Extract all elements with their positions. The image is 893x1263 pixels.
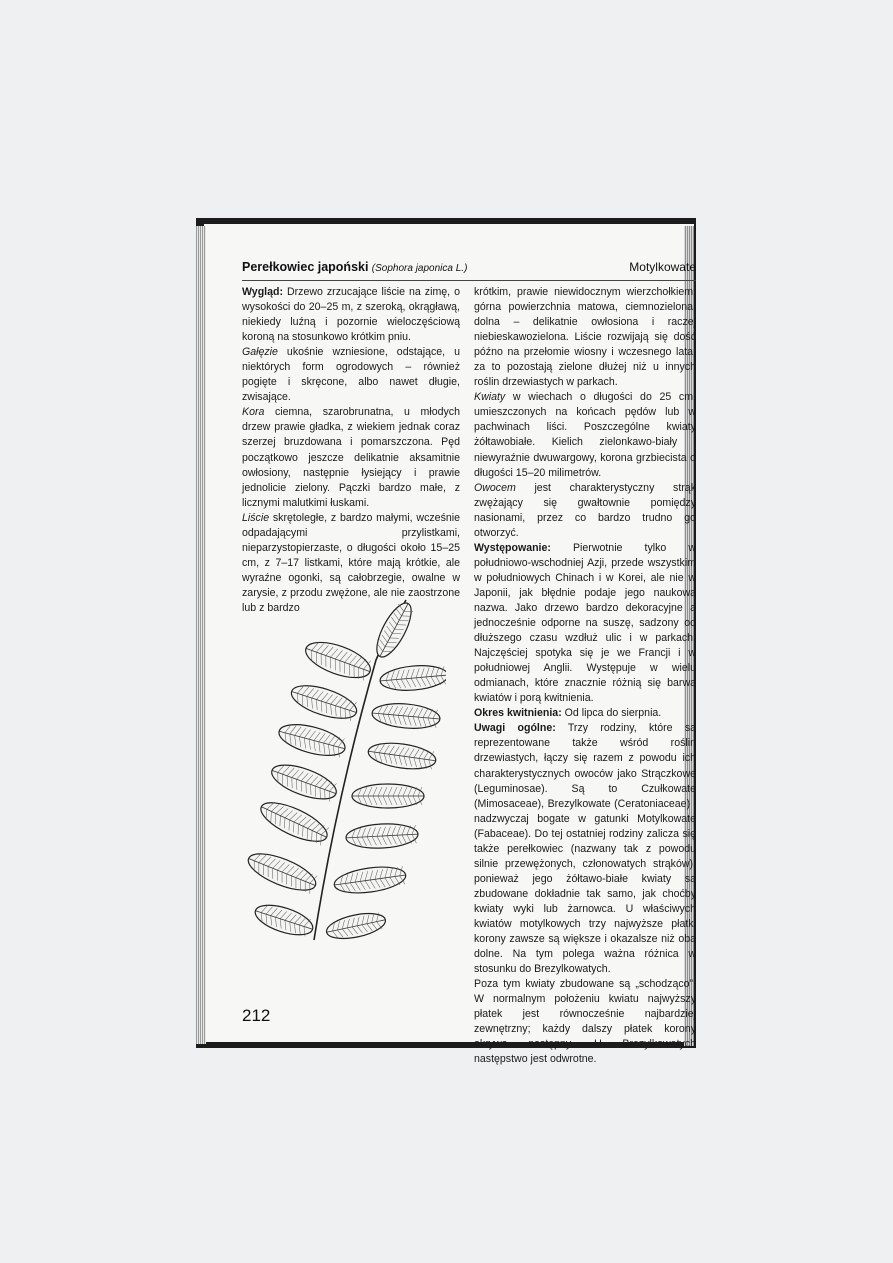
paragraph-text: ciemna, szarobrunatna, u młodych drzew prawie gładka, z wiekiem jednak coraz szerzej bruzdowana i pomarszczona. Pęd początkowo jeszcze delikatnie aksamitnie owłosiony, następnie łysiejący i prawie jednolicie zielony. Pączki bardzo małe, z licznymi malutkimi łuskami. — [242, 406, 460, 509]
paragraph-lead: Kora — [242, 406, 265, 419]
paragraph-text: jest charakterystyczny strąk zwężający się gwałtownie pomiędzy nasionami, przez co bardzo trudno go otworzyć. — [474, 481, 696, 539]
page-edges-left — [196, 226, 206, 1044]
paragraph-lead: Liście — [242, 511, 270, 524]
paragraph-text: Od lipca do sierpnia. — [561, 707, 662, 720]
paragraph-lead: Owocem — [474, 481, 516, 494]
paragraph — [242, 285, 460, 345]
paragraph-text: Poza tym kwiaty zbudowane są „schodząco”. W normalnym położeniu kwiatu najwyższy płatek jest równocześnie najbardziej zewnętrzny; każdy dalszy płatek korony okrywa następny. U Brezylkowatych następstwo jest odwrotne. — [474, 978, 696, 1066]
pinnate-leaf-drawing-icon — [246, 590, 446, 950]
right-column — [474, 285, 696, 1067]
paragraph-lead: Wygląd: — [242, 286, 284, 298]
paragraph-lead: Występowanie: — [474, 541, 551, 554]
paragraph — [474, 977, 696, 1067]
paragraph-text: Pierwotnie tylko w południowo-wschodniej Azji, przede wszystkim w południowych Chinach i w Korei, ale nie w Japonii, jak błędnie podaje jego naukowa nazwa. Jako drzewo bardzo dekoracyjne a jednocześnie odporne na suszę, sadzony od dłuższego czasu wzdłuż ulic i w parkach. Najczęściej spotyka się je we Francji i w południowej Anglii. Występuje w wielu odmianach, które znacznie różnią się barwą kwiatów i porą kwitnienia. — [474, 541, 696, 705]
species-title: Perełkowiec japoński — [242, 260, 369, 274]
paragraph-text: ukośnie wzniesione, odstające, u niektórych form ogrodowych – również pogięte i skręcone, albo nawet długie, zwisające. — [242, 346, 460, 404]
left-column — [242, 285, 460, 616]
paragraph-lead: Gałęzie — [242, 346, 278, 359]
paragraph — [474, 481, 696, 541]
paragraph-text: krótkim, prawie niewidocznym wierzchołkiem; górna powierzchnia matowa, ciemnozielona, dolna – delikatnie owłosiona i raczej niebieskawozielona. Liście rozwijają się dość późno na przełomie wiosny i wczesnego lata, za to pozostają zielone dłużej niż u innych roślin drzewiastych w parkach. — [474, 286, 696, 389]
paragraph — [242, 345, 460, 405]
paragraph — [242, 405, 460, 510]
paragraph — [474, 706, 696, 721]
paragraph — [474, 285, 696, 390]
paragraph-lead: Uwagi ogólne: — [474, 722, 556, 735]
paragraph — [474, 541, 696, 707]
paragraph-lead: Okres kwitnienia: — [474, 707, 562, 720]
paragraph — [474, 390, 696, 480]
paragraph-text: Drzewo zrzucające liście na zimę, o wysokości do 20–25 m, z szeroką, okrągławą, niekiedy luźną i pozornie wieloczęściową koroną na stosunkowo krótkim pniu. — [242, 286, 460, 344]
paragraph-text: w wiechach o długości do 25 cm, umieszczonych na końcach pędów lub w pachwinach liści. Poszczególne kwiaty żółtawobiałe. Kielich zielonkawo-biały i niewyraźnie dwuwargowy, korona grzbiecista o długości 15–20 milimetrów. — [474, 391, 696, 479]
paragraph — [474, 721, 696, 977]
paragraph-text: Trzy rodziny, które są reprezentowane także wśród roślin drzewiastych, łączy się razem z powodu ich charakterystycznych owoców jako Strączkowe (Leguminosae). Są to Czułkowate (Mimosaceae), Brezylkowate (Ceratoniaceae) i nadzwyczaj bogate w gatunki Motylkowate (Fabaceae). Do tej ostatniej rodziny zalicza się także perełkowiec (nazwany tak z powodu silnie przewężonych, członowatych strąków), ponieważ jego żółtawo-białe kwiaty są zbudowane dokładnie tak samo, jak choćby kwiaty wyki lub żarnowca. U właściwych kwiatów motylkowych trzy najwyższe płatki korony zawsze są większe i okazalsze niż oba dolne. Na tym polega ważna różnica w stosunku do Brezylkowatych. — [474, 722, 697, 976]
family-name: Motylkowate — [629, 260, 696, 274]
page-header — [242, 260, 696, 281]
page-number: 212 — [242, 1006, 271, 1025]
paragraph-lead: Kwiaty — [474, 391, 506, 404]
species-latin-name: (Sophora japonica L.) — [371, 263, 468, 274]
paragraph-text: skrętoległe, z bardzo małymi, wcześnie odpadającymi przylistkami, nieparzystopierzaste, o długości około 15–25 cm, z 7–17 listkami, które mają krótkie, ale wyraźne ogonki, są całobrzegie, owalne w zarysie, z przodu zwężone, ale nie zaostrzone lub z bardzo — [242, 511, 460, 614]
